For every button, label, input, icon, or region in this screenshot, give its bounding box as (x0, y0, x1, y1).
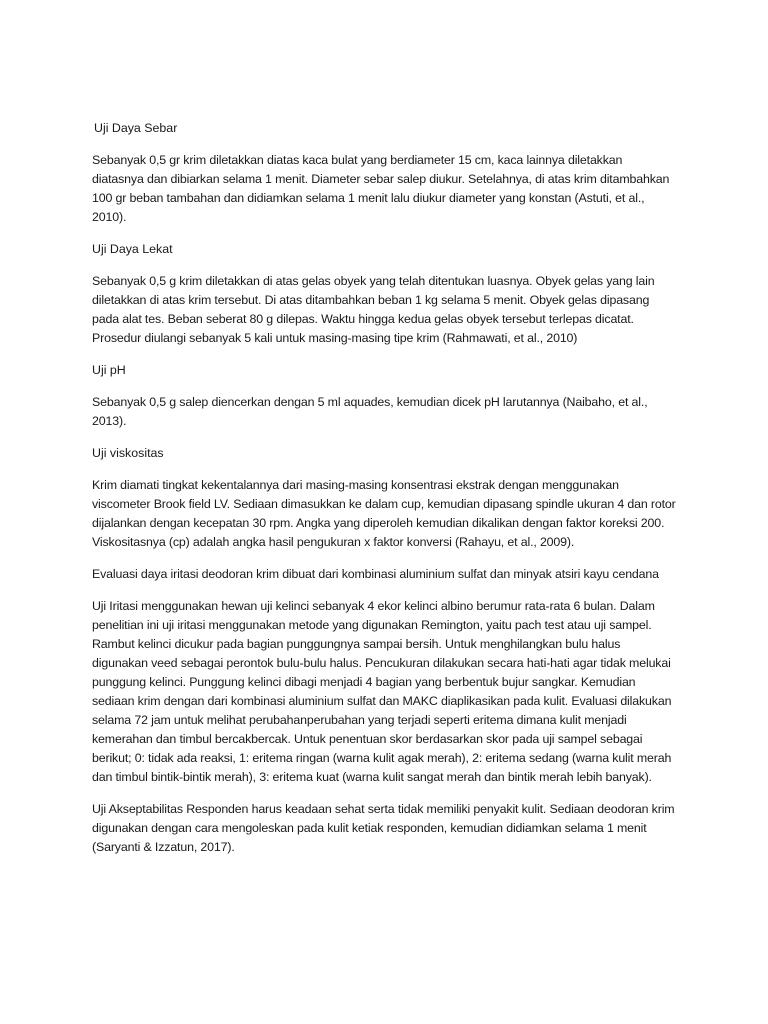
paragraph-evaluasi-daya-iritasi: Evaluasi daya iritasi deodoran krim dibuat dari kombinasi aluminium sulfat dan minyak atsiri kayu cendana (92, 567, 659, 581)
heading-uji-daya-sebar: Uji Daya Sebar (94, 121, 178, 135)
heading-uji-ph: Uji pH (92, 363, 126, 377)
paragraph-uji-ph: Sebanyak 0,5 g salep diencerkan dengan 5 ml aquades, kemudian dicek pH larutannya (Naibaho, et al., 2013). (92, 395, 648, 428)
paragraph-uji-daya-sebar: Sebanyak 0,5 gr krim diletakkan diatas kaca bulat yang berdiameter 15 cm, kaca lainnya diletakkan diatasnya dan dibiarkan selama 1 menit. Diameter sebar salep diukur. Setelahnya, di atas krim ditambahkan 100 gr beban tambahan dan didiamkan selama 1 menit lalu diukur diameter yang konstan (Astuti, et al., 2010). (92, 153, 670, 224)
paragraph-uji-akseptabilitas: Uji Akseptabilitas Responden harus keadaan sehat serta tidak memiliki penyakit kulit. Sediaan deodoran krim digunakan dengan cara mengoleskan pada kulit ketiak responden, kemudian didiamkan selama 1 menit (Saryanti & Izzatun, 2017). (92, 802, 675, 854)
heading-uji-daya-lekat: Uji Daya Lekat (92, 242, 173, 256)
document-page (92, 119, 676, 870)
heading-uji-viskositas: Uji viskositas (92, 446, 164, 460)
paragraph-uji-viskositas: Krim diamati tingkat kekentalannya dari masing-masing konsentrasi ekstrak dengan menggunakan viscometer Brook field LV. Sediaan dimasukkan ke dalam cup, kemudian dipasang spindle ukuran 4 dan rotor dijalankan dengan kecepatan 30 rpm. Angka yang diperoleh kemudian dikalikan dengan faktor koreksi 200. Viskositasnya (cp) adalah angka hasil pengukuran x faktor konversi (Rahayu, et al., 2009). (92, 478, 676, 549)
paragraph-uji-daya-lekat: Sebanyak 0,5 g krim diletakkan di atas gelas obyek yang telah ditentukan luasnya. Obyek gelas yang lain diletakkan di atas krim tersebut. Di atas ditambahkan beban 1 kg selama 5 menit. Obyek gelas dipasang pada alat tes. Beban seberat 80 g dilepas. Waktu hingga kedua gelas obyek tersebut terlepas dicatat. Prosedur diulangi sebanyak 5 kali untuk masing-masing tipe krim (Rahmawati, et al., 2010) (92, 274, 655, 345)
paragraph-uji-iritasi: Uji Iritasi menggunakan hewan uji kelinci sebanyak 4 ekor kelinci albino berumur rata-rata 6 bulan. Dalam penelitian ini uji iritasi menggunakan metode yang digunakan Remington, yaitu pach test atau uji sampel. Rambut kelinci dicukur pada bagian punggungnya sampai bersih. Untuk menghilangkan bulu halus digunakan veed sebagai perontok bulu-bulu halus. Pencukuran dilakukan secara hati-hati agar tidak melukai punggung kelinci. Punggung kelinci dibagi menjadi 4 bagian yang berbentuk bujur sangkar. Kemudian sediaan krim dengan dari kombinasi aluminium sulfat dan MAKC diaplikasikan pada kulit. Evaluasi dilakukan selama 72 jam untuk melihat perubahanperubahan yang terjadi seperti eritema dimana kulit menjadi kemerahan dan timbul bercakbercak. Untuk penentuan skor berdasarkan skor pada uji sampel sebagai berikut; 0: tidak ada reaksi, 1: eritema ringan (warna kulit agak merah), 2: eritema sedang (warna kulit merah dan timbul bintik-bintik merah), 3: eritema kuat (warna kulit sangat merah dan bintik merah lebih banyak). (92, 599, 672, 784)
